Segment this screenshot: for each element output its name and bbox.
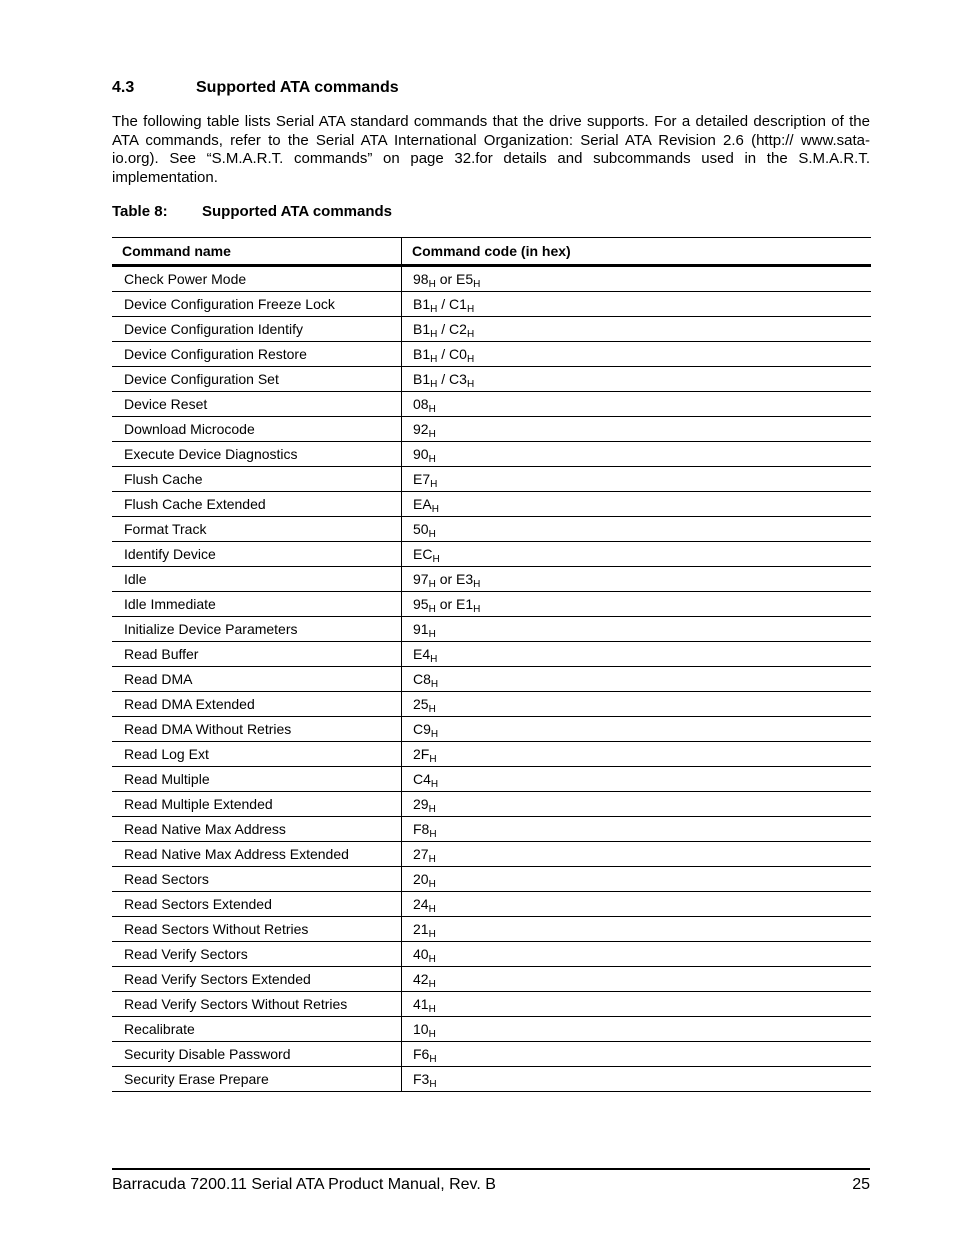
command-code-value: 24 xyxy=(413,896,429,912)
command-code-cell xyxy=(402,317,872,342)
hex-suffix: H xyxy=(429,754,437,765)
command-name-cell: Format Track xyxy=(112,517,402,542)
command-code-cell xyxy=(402,342,872,367)
command-name-cell: Read Native Max Address Extended xyxy=(112,842,402,867)
command-code-value: 50 xyxy=(413,521,429,537)
table-header-row xyxy=(112,238,871,266)
command-name-cell: Read Sectors Without Retries xyxy=(112,917,402,942)
command-code-value: 98 xyxy=(413,271,429,287)
command-code-cell xyxy=(402,1042,872,1067)
command-name-cell: Read Log Ext xyxy=(112,742,402,767)
command-code-value: / C3 xyxy=(437,371,467,387)
command-name-cell: Device Reset xyxy=(112,392,402,417)
command-code-cell xyxy=(402,767,872,792)
section-number: 4.3 xyxy=(112,79,135,96)
command-code-value: B1 xyxy=(413,296,431,312)
hex-suffix: H xyxy=(428,929,436,940)
hex-suffix: H xyxy=(466,329,475,340)
table-row xyxy=(112,292,871,317)
table-row xyxy=(112,392,871,417)
command-code-value: 2F xyxy=(413,746,430,762)
table-row xyxy=(112,1042,871,1067)
command-code-value: 08 xyxy=(413,396,429,412)
table-row xyxy=(112,742,871,767)
hex-suffix: H xyxy=(428,529,436,540)
table-row xyxy=(112,692,871,717)
table-row xyxy=(112,642,871,667)
hex-suffix: H xyxy=(428,404,436,415)
command-code-value: F8 xyxy=(413,821,430,837)
hex-suffix: H xyxy=(473,579,481,590)
hex-suffix: H xyxy=(429,1079,437,1090)
command-code-cell xyxy=(402,842,872,867)
command-code-value: EC xyxy=(413,546,433,562)
command-code-cell xyxy=(402,792,872,817)
hex-suffix: H xyxy=(430,729,439,740)
command-code-cell xyxy=(402,717,872,742)
command-code-cell xyxy=(402,642,872,667)
hex-suffix: H xyxy=(428,429,436,440)
command-code-value: 40 xyxy=(413,946,429,962)
table-row xyxy=(112,992,871,1017)
hex-suffix: H xyxy=(428,579,436,590)
command-name-cell: Execute Device Diagnostics xyxy=(112,442,402,467)
command-code-cell xyxy=(402,692,872,717)
command-code-value: 20 xyxy=(413,871,429,887)
table-row xyxy=(112,1017,871,1042)
table-row xyxy=(112,266,871,292)
command-code-value: 25 xyxy=(413,696,429,712)
hex-suffix: H xyxy=(430,479,438,490)
hex-suffix: H xyxy=(428,279,436,290)
command-name-cell: Read Multiple Extended xyxy=(112,792,402,817)
hex-suffix: H xyxy=(428,1004,436,1015)
hex-suffix: H xyxy=(428,904,436,915)
command-name-cell: Initialize Device Parameters xyxy=(112,617,402,642)
command-code-value: 10 xyxy=(413,1021,429,1037)
command-code-cell xyxy=(402,467,872,492)
hex-suffix: H xyxy=(428,879,436,890)
table-row xyxy=(112,792,871,817)
command-code-value: 41 xyxy=(413,996,429,1012)
command-code-value: 90 xyxy=(413,446,429,462)
hex-suffix: H xyxy=(428,979,436,990)
hex-suffix: H xyxy=(428,854,436,865)
hex-suffix: H xyxy=(429,1054,437,1065)
table-row xyxy=(112,892,871,917)
command-name-cell: Read DMA Extended xyxy=(112,692,402,717)
table-row xyxy=(112,617,871,642)
hex-suffix: H xyxy=(428,1029,436,1040)
command-name-cell: Read Sectors Extended xyxy=(112,892,402,917)
command-name-cell: Device Configuration Restore xyxy=(112,342,402,367)
command-name-cell: Read Verify Sectors Without Retries xyxy=(112,992,402,1017)
command-code-value: F6 xyxy=(413,1046,430,1062)
table-row xyxy=(112,942,871,967)
hex-suffix: H xyxy=(428,954,436,965)
command-name-cell: Device Configuration Freeze Lock xyxy=(112,292,402,317)
command-name-cell: Read Verify Sectors Extended xyxy=(112,967,402,992)
table-row xyxy=(112,667,871,692)
table-row xyxy=(112,967,871,992)
command-name-cell: Device Configuration Set xyxy=(112,367,402,392)
table-row xyxy=(112,517,871,542)
table-row xyxy=(112,367,871,392)
command-code-cell xyxy=(402,1017,872,1042)
command-code-cell xyxy=(402,592,872,617)
footer-page-number: 25 xyxy=(852,1176,870,1193)
hex-suffix: H xyxy=(430,379,438,390)
command-code-cell xyxy=(402,492,872,517)
command-code-value: E4 xyxy=(413,646,431,662)
hex-suffix: H xyxy=(428,604,436,615)
command-code-value: E7 xyxy=(413,471,431,487)
command-code-value: EA xyxy=(413,496,432,512)
command-code-value: B1 xyxy=(413,371,431,387)
command-name-cell: Flush Cache xyxy=(112,467,402,492)
table-row xyxy=(112,817,871,842)
command-name-cell: Check Power Mode xyxy=(112,266,402,292)
command-code-cell xyxy=(402,542,872,567)
command-code-value: F3 xyxy=(413,1071,430,1087)
command-code-cell xyxy=(402,667,872,692)
command-code-cell xyxy=(402,867,872,892)
command-code-value: or E3 xyxy=(435,571,474,587)
command-code-cell xyxy=(402,967,872,992)
header-command-code: Command code (in hex) xyxy=(402,238,872,266)
command-code-cell xyxy=(402,942,872,967)
hex-suffix: H xyxy=(428,704,436,715)
hex-suffix: H xyxy=(466,354,475,365)
command-code-cell xyxy=(402,617,872,642)
command-code-value: / C1 xyxy=(437,296,467,312)
command-name-cell: Read Multiple xyxy=(112,767,402,792)
table-row xyxy=(112,342,871,367)
hex-suffix: H xyxy=(431,504,439,515)
hex-suffix: H xyxy=(428,629,436,640)
command-code-cell xyxy=(402,1067,872,1092)
hex-suffix: H xyxy=(429,829,437,840)
table-body xyxy=(112,266,871,1092)
table-row xyxy=(112,317,871,342)
table-caption xyxy=(112,203,392,220)
command-code-cell xyxy=(402,892,872,917)
hex-suffix: H xyxy=(473,604,481,615)
table-row xyxy=(112,567,871,592)
hex-suffix: H xyxy=(432,554,440,565)
command-name-cell: Idle xyxy=(112,567,402,592)
command-code-value: 21 xyxy=(413,921,429,937)
command-code-value: / C2 xyxy=(437,321,467,337)
hex-suffix: H xyxy=(430,354,438,365)
footer-manual-title: Barracuda 7200.11 Serial ATA Product Manual, Rev. B xyxy=(112,1176,496,1193)
command-code-cell xyxy=(402,292,872,317)
command-name-cell: Device Configuration Identify xyxy=(112,317,402,342)
hex-suffix: H xyxy=(430,304,438,315)
table-row xyxy=(112,542,871,567)
table-row xyxy=(112,442,871,467)
table-row xyxy=(112,492,871,517)
table-row xyxy=(112,417,871,442)
hex-suffix: H xyxy=(466,304,475,315)
command-code-cell xyxy=(402,442,872,467)
command-name-cell: Read Buffer xyxy=(112,642,402,667)
command-name-cell: Read DMA Without Retries xyxy=(112,717,402,742)
hex-suffix: H xyxy=(428,454,436,465)
command-code-value: 91 xyxy=(413,621,429,637)
hex-suffix: H xyxy=(430,679,439,690)
section-title: Supported ATA commands xyxy=(196,79,399,96)
command-code-value: / C0 xyxy=(437,346,467,362)
intro-paragraph: The following table lists Serial ATA standard commands that the drive supports. For a detailed description of the ATA commands, refer to the Serial ATA International Organization: Serial ATA Revision 2.6 (http:// www.sata-io.org). See “S.M.A.R.T. commands” on page 32.for details and subcommands used in the S.M.A.R.T. implementation. xyxy=(112,113,870,186)
command-code-value: or E5 xyxy=(435,271,474,287)
table-row xyxy=(112,717,871,742)
command-code-cell xyxy=(402,392,872,417)
command-code-value: 29 xyxy=(413,796,429,812)
command-name-cell: Idle Immediate xyxy=(112,592,402,617)
command-name-cell: Security Erase Prepare xyxy=(112,1067,402,1092)
command-name-cell: Flush Cache Extended xyxy=(112,492,402,517)
hex-suffix: H xyxy=(428,804,436,815)
table-caption-title: Supported ATA commands xyxy=(202,203,393,220)
command-name-cell: Read Native Max Address xyxy=(112,817,402,842)
hex-suffix: H xyxy=(466,379,475,390)
command-code-cell xyxy=(402,417,872,442)
command-code-value: C9 xyxy=(413,721,431,737)
section-heading xyxy=(112,79,399,97)
command-name-cell: Download Microcode xyxy=(112,417,402,442)
command-code-value: 42 xyxy=(413,971,429,987)
command-code-value: 97 xyxy=(413,571,429,587)
command-code-cell xyxy=(402,367,872,392)
command-code-cell xyxy=(402,742,872,767)
command-name-cell: Identify Device xyxy=(112,542,402,567)
table-row xyxy=(112,467,871,492)
footer-rule xyxy=(112,1168,870,1170)
command-code-cell xyxy=(402,992,872,1017)
table-caption-label: Table 8: xyxy=(112,203,168,220)
table-row xyxy=(112,767,871,792)
command-name-cell: Recalibrate xyxy=(112,1017,402,1042)
command-code-value: or E1 xyxy=(435,596,474,612)
table-row xyxy=(112,917,871,942)
command-code-value: B1 xyxy=(413,321,431,337)
table-row xyxy=(112,1067,871,1092)
command-name-cell: Read DMA xyxy=(112,667,402,692)
hex-suffix: H xyxy=(473,279,481,290)
command-code-cell xyxy=(402,917,872,942)
hex-suffix: H xyxy=(430,654,438,665)
hex-suffix: H xyxy=(430,779,439,790)
supported-commands-table xyxy=(112,237,871,1092)
command-code-cell xyxy=(402,266,872,292)
command-code-value: C4 xyxy=(413,771,431,787)
command-code-cell xyxy=(402,517,872,542)
hex-suffix: H xyxy=(430,329,438,340)
command-name-cell: Security Disable Password xyxy=(112,1042,402,1067)
command-code-value: 95 xyxy=(413,596,429,612)
header-command-name: Command name xyxy=(112,238,402,266)
command-name-cell: Read Sectors xyxy=(112,867,402,892)
command-code-value: 92 xyxy=(413,421,429,437)
command-name-cell: Read Verify Sectors xyxy=(112,942,402,967)
command-code-cell xyxy=(402,817,872,842)
table-row xyxy=(112,592,871,617)
table-row xyxy=(112,842,871,867)
command-code-value: 27 xyxy=(413,846,429,862)
command-code-cell xyxy=(402,567,872,592)
command-code-value: C8 xyxy=(413,671,431,687)
command-code-value: B1 xyxy=(413,346,431,362)
table-row xyxy=(112,867,871,892)
